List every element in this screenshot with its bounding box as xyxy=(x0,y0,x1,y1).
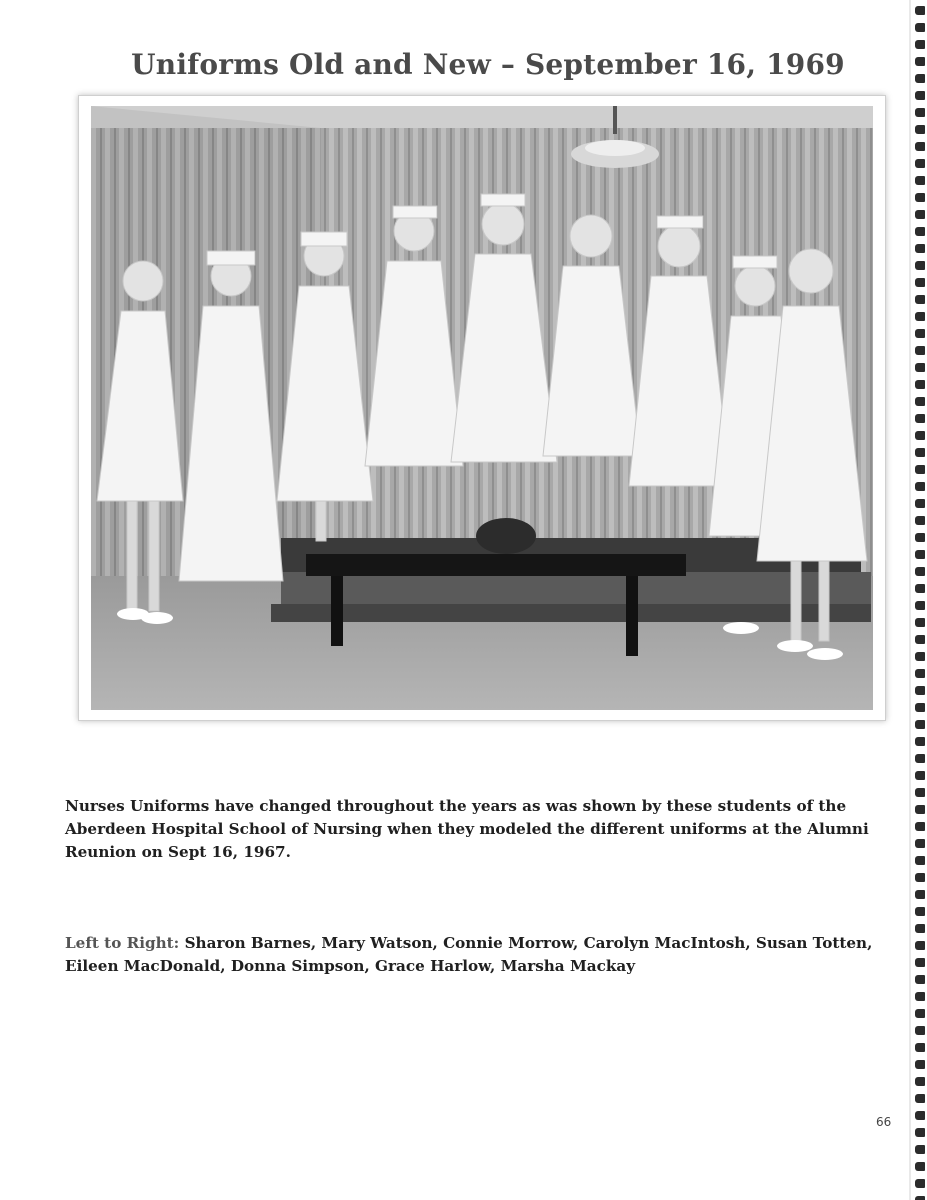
binding-coil xyxy=(915,992,925,1001)
binding-coil xyxy=(915,227,925,236)
credits-lead: Left to Right: xyxy=(65,934,180,952)
binding-coil xyxy=(915,1060,925,1069)
binding-coil xyxy=(915,1111,925,1120)
binding-coil xyxy=(915,924,925,933)
binding-coil xyxy=(915,312,925,321)
binding-coil xyxy=(915,363,925,372)
binding-coil xyxy=(915,414,925,423)
binding-coil xyxy=(915,822,925,831)
binding-coil xyxy=(915,652,925,661)
binding-coil xyxy=(915,397,925,406)
binding-coil xyxy=(915,533,925,542)
binding-coil xyxy=(915,686,925,695)
binding-coil xyxy=(915,703,925,712)
binding-coil xyxy=(915,550,925,559)
binding-coil xyxy=(915,737,925,746)
binding-coil xyxy=(915,1162,925,1171)
spiral-binding xyxy=(905,0,927,1200)
binding-coil xyxy=(915,1128,925,1137)
group-photo-icon xyxy=(91,106,873,710)
binding-coil xyxy=(915,873,925,882)
binding-coil xyxy=(915,346,925,355)
binding-coil xyxy=(915,210,925,219)
binding-coil xyxy=(915,754,925,763)
binding-coil xyxy=(915,771,925,780)
photo-frame xyxy=(78,95,886,721)
binding-coil xyxy=(915,6,925,15)
binding-coil xyxy=(915,261,925,270)
binding-coil xyxy=(915,1077,925,1086)
binding-coil xyxy=(915,125,925,134)
page-title: Uniforms Old and New – September 16, 1969 xyxy=(131,48,845,81)
binding-coil xyxy=(915,635,925,644)
binding-coil xyxy=(915,805,925,814)
binding-coil xyxy=(915,380,925,389)
binding-coil xyxy=(915,941,925,950)
binding-coil xyxy=(915,839,925,848)
binding-coil xyxy=(915,584,925,593)
binding-coil xyxy=(915,890,925,899)
binding-coil xyxy=(915,669,925,678)
binding-coil xyxy=(915,958,925,967)
binding-coil xyxy=(915,159,925,168)
binding-coil xyxy=(915,193,925,202)
binding-coil xyxy=(915,1179,925,1188)
binding-coil xyxy=(915,329,925,338)
binding-coil xyxy=(915,1043,925,1052)
binding-coil xyxy=(915,567,925,576)
binding-coil xyxy=(915,23,925,32)
group-photo xyxy=(91,106,873,710)
binding-coil xyxy=(915,295,925,304)
binding-coil xyxy=(915,907,925,916)
binding-coil xyxy=(915,1196,925,1200)
binding-coil xyxy=(915,278,925,287)
page-number: 66 xyxy=(876,1115,892,1129)
binding-coil xyxy=(915,499,925,508)
binding-coil xyxy=(915,244,925,253)
binding-coil xyxy=(915,1009,925,1018)
binding-coil xyxy=(915,431,925,440)
photo-credits xyxy=(65,932,905,978)
binding-coil xyxy=(915,176,925,185)
binding-coil xyxy=(915,91,925,100)
photo-caption: Nurses Uniforms have changed throughout the years as was shown by these students of the Aberdeen Hospital School of Nursing when they modeled the different uniforms at the Alumni Reunion on Sept 16, 1967. xyxy=(65,797,869,861)
binding-coil xyxy=(915,1145,925,1154)
credits-names: Sharon Barnes, Mary Watson, Connie Morrow, Carolyn MacIntosh, Susan Totten, Eileen MacDonald, Donna Simpson, Grace Harlow, Marsha Mackay xyxy=(65,934,873,975)
page-edge-shadow xyxy=(909,0,911,1200)
binding-coil xyxy=(915,465,925,474)
binding-coil xyxy=(915,108,925,117)
binding-coil xyxy=(915,1094,925,1103)
binding-coil xyxy=(915,448,925,457)
binding-coil xyxy=(915,516,925,525)
binding-coil xyxy=(915,788,925,797)
binding-coil xyxy=(915,720,925,729)
binding-coil xyxy=(915,975,925,984)
binding-coil xyxy=(915,482,925,491)
binding-coil xyxy=(915,618,925,627)
binding-coil xyxy=(915,856,925,865)
binding-coil xyxy=(915,142,925,151)
binding-coil xyxy=(915,601,925,610)
binding-coil xyxy=(915,1026,925,1035)
